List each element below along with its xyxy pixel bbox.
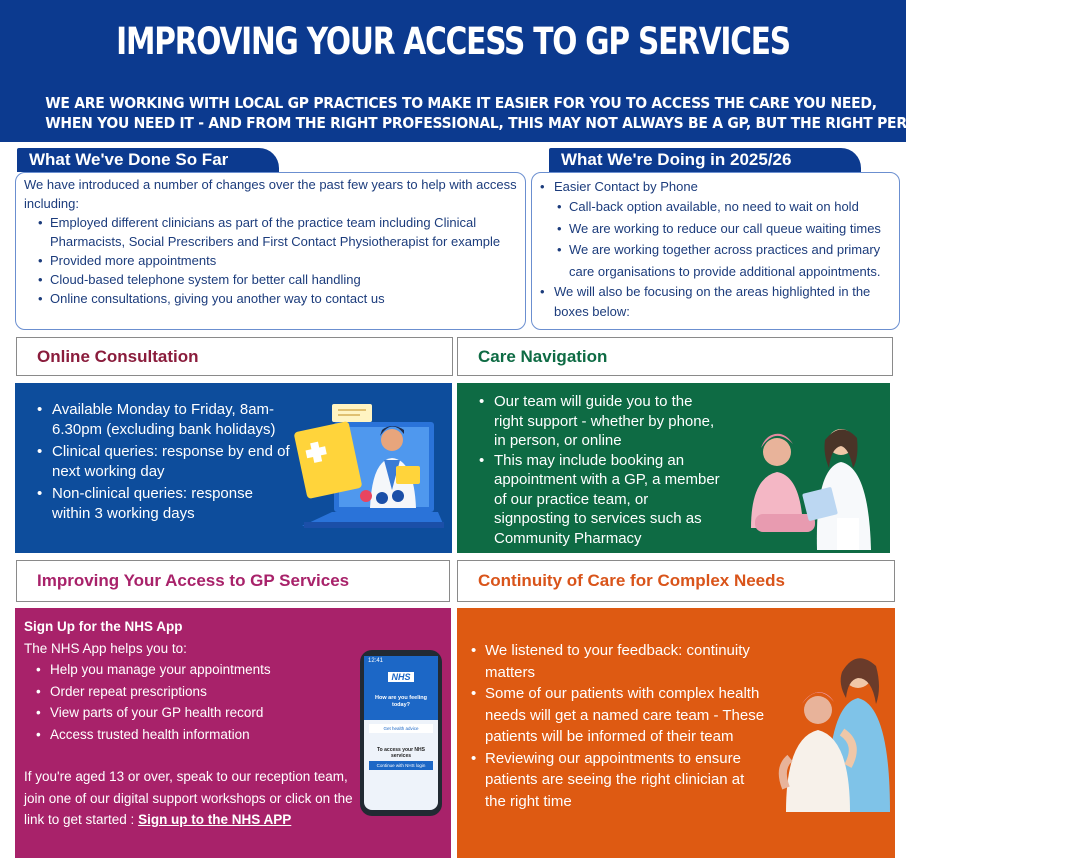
nhs-app-signup-link[interactable]: Sign up to the NHS APP bbox=[138, 812, 292, 827]
doctor-laptop-illustration bbox=[292, 400, 450, 540]
done-list bbox=[24, 213, 521, 308]
doing-heading: What We're Doing in 2025/26 bbox=[549, 148, 861, 172]
care-nav-heading: Care Navigation bbox=[457, 337, 893, 376]
list-item: • Non-clinical queries: response within 3 working days bbox=[37, 484, 292, 523]
phone-question: How are you feeling today? bbox=[375, 695, 427, 708]
list-item: • This may include booking an appointment with a GP, a member of our practice team, or signposting to services such as Community Pharmacy bbox=[479, 451, 720, 549]
list-item: • Access trusted health information bbox=[36, 724, 441, 746]
access-footer bbox=[24, 766, 369, 831]
page-title: IMPROVING YOUR ACCESS TO GP SERVICES bbox=[116, 20, 790, 63]
access-heading: Improving Your Access to GP Services bbox=[16, 560, 450, 602]
doing-list-2 bbox=[538, 282, 895, 322]
phone-screen bbox=[364, 656, 438, 810]
header-banner bbox=[0, 0, 1083, 142]
carer-patient-illustration bbox=[772, 648, 894, 814]
list-item: • We will also be focusing on the areas highlighted in the boxes below: bbox=[538, 282, 895, 322]
list-item: • Employed different clinicians as part of the practice team including Clinical Pharmacists, Social Prescribers and First Contact Physiotherapist for example bbox=[36, 213, 521, 251]
list-item: • Call-back option available, no need to wait on hold bbox=[555, 196, 895, 218]
access-intro: The NHS App helps you to: bbox=[24, 640, 187, 656]
patient-clinician-illustration bbox=[745, 418, 885, 552]
nhs-logo: NHS bbox=[388, 672, 413, 682]
access-subheading: Sign Up for the NHS App bbox=[24, 619, 183, 634]
doing-sublist bbox=[538, 196, 895, 282]
nhs-app-phone bbox=[360, 650, 442, 816]
continuity-heading: Continuity of Care for Complex Needs bbox=[457, 560, 895, 602]
list-item: • Cloud-based telephone system for better call handling bbox=[36, 270, 521, 289]
done-so-far-box bbox=[15, 172, 526, 330]
list-item: • Our team will guide you to the right support - whether by phone, in person, or online bbox=[479, 392, 720, 451]
list-item: • We listened to your feedback: continuity matters bbox=[471, 640, 769, 683]
list-item: • Clinical queries: response by end of next working day bbox=[37, 442, 292, 481]
phone-button-login: Continue with NHS login bbox=[369, 761, 433, 770]
header-subtitle-line2: WHEN YOU NEED IT - AND FROM THE RIGHT PROFESSIONAL, THIS MAY NOT ALWAYS BE A GP, BUT THE RIGHT PERSON FOR YOUR NEEDS. bbox=[45, 114, 1083, 132]
list-item: • Help you manage your appointments bbox=[36, 659, 441, 681]
list-item: • Online consultations, giving you another way to contact us bbox=[36, 289, 521, 308]
care-nav-list bbox=[479, 392, 720, 548]
phone-access-text: To access your NHS services bbox=[377, 747, 425, 759]
list-item: • View parts of your GP health record bbox=[36, 702, 441, 724]
online-list bbox=[37, 400, 292, 523]
header-subtitle-line1: WE ARE WORKING WITH LOCAL GP PRACTICES TO MAKE IT EASIER FOR YOU TO ACCESS THE CARE YOU NEED, bbox=[45, 94, 877, 112]
list-item: • Easier Contact by Phone bbox=[538, 177, 895, 196]
access-footer-text: If you're aged 13 or over, speak to our reception team, join one of our digital support workshops or click on the link to get started : bbox=[24, 769, 353, 827]
list-item: • Some of our patients with complex health needs will get a named care team - These patients will be informed of their team bbox=[471, 683, 769, 748]
list-item: • We are working to reduce our call queue waiting times bbox=[555, 218, 895, 240]
done-so-far-heading: What We've Done So Far bbox=[17, 148, 279, 172]
phone-time: 12:41 bbox=[368, 658, 384, 664]
list-item: • Available Monday to Friday, 8am-6.30pm (excluding bank holidays) bbox=[37, 400, 292, 439]
doing-list bbox=[538, 177, 895, 196]
continuity-list bbox=[471, 640, 769, 812]
list-item: • Order repeat prescriptions bbox=[36, 681, 441, 703]
doing-box bbox=[531, 172, 900, 330]
list-item: • Reviewing our appointments to ensure patients are seeing the right clinician at the right time bbox=[471, 748, 769, 813]
list-item: • Provided more appointments bbox=[36, 251, 521, 270]
online-heading: Online Consultation bbox=[16, 337, 453, 376]
list-item: • We are working together across practices and primary care organisations to provide additional appointments. bbox=[555, 239, 895, 282]
done-intro: We have introduced a number of changes over the past few years to help with access including: bbox=[24, 177, 517, 211]
phone-button-advice: Get health advice bbox=[369, 724, 433, 733]
